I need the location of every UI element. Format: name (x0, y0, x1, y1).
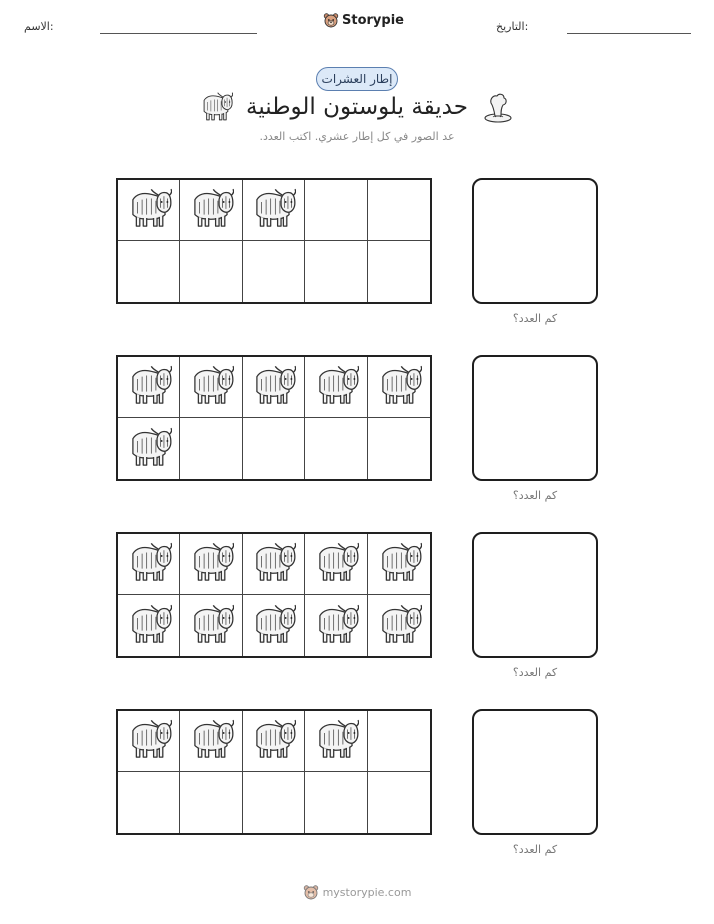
ten-frame-cell (305, 241, 367, 302)
yak-icon (313, 718, 359, 764)
ten-frame-cell (180, 357, 242, 418)
yak-icon (376, 541, 422, 587)
count-question: كم العدد؟ (512, 489, 558, 502)
yak-icon (126, 364, 172, 410)
bear-mascot-icon (323, 12, 339, 28)
ten-frame-cell (243, 772, 305, 833)
yak-icon (250, 718, 296, 764)
ten-frame-cell (243, 595, 305, 656)
bear-mascot-icon (303, 884, 319, 900)
ten-frame-cell (180, 241, 242, 302)
ten-frame-cell (368, 772, 430, 833)
yak-icon (126, 603, 172, 649)
answer-box[interactable] (472, 532, 598, 658)
yak-icon (250, 364, 296, 410)
ten-frame-badge: إطار العشرات (316, 67, 398, 91)
ten-frame-cell (368, 418, 430, 479)
yak-icon (126, 718, 172, 764)
instructions: عد الصور في كل إطار عشري. اكتب العدد. (259, 130, 455, 143)
answer-box[interactable] (472, 178, 598, 304)
count-question: كم العدد؟ (512, 666, 558, 679)
ten-frame-cell (305, 595, 367, 656)
ten-frame-cell (118, 241, 180, 302)
ten-frame-cell (368, 241, 430, 302)
yak-icon (250, 541, 296, 587)
ten-frame-cell (368, 711, 430, 772)
yak-icon (250, 187, 296, 233)
ten-frame-cell (180, 711, 242, 772)
ten-frame-cell (305, 357, 367, 418)
date-label: التاريخ: (496, 20, 529, 33)
ten-frame-cell (118, 180, 180, 241)
ten-frame-cell (243, 418, 305, 479)
answer-box[interactable] (472, 709, 598, 835)
ten-frame-cell (305, 418, 367, 479)
brand-logo (323, 12, 404, 28)
ten-frame-cell (180, 180, 242, 241)
ten-frame-cell (368, 534, 430, 595)
yak-icon (126, 426, 172, 472)
ten-frame-cell (305, 180, 367, 241)
name-line (100, 33, 257, 34)
yak-icon (188, 187, 234, 233)
answer-box[interactable] (472, 355, 598, 481)
yak-icon (250, 603, 296, 649)
ten-frame-cell (368, 357, 430, 418)
ten-frame-cell (180, 534, 242, 595)
ten-frame-cell (180, 418, 242, 479)
page-title: حديقة يلوستون الوطنية (246, 94, 468, 120)
yak-icon (313, 603, 359, 649)
ten-frame-cell (118, 357, 180, 418)
ten-frame (116, 709, 432, 835)
count-question: كم العدد؟ (512, 843, 558, 856)
yak-icon (313, 364, 359, 410)
ten-frame-cell (305, 534, 367, 595)
yak-icon (126, 187, 172, 233)
name-label: الاسم: (24, 20, 54, 33)
ten-frame-cell (118, 711, 180, 772)
ten-frame-cell (305, 711, 367, 772)
ten-frame-cell (243, 241, 305, 302)
ten-frame-cell (368, 595, 430, 656)
ten-frame (116, 178, 432, 304)
ten-frame-cell (243, 180, 305, 241)
yak-icon (188, 364, 234, 410)
yak-icon (188, 541, 234, 587)
ten-frame-cell (243, 711, 305, 772)
ten-frame (116, 532, 432, 658)
ten-frame (116, 355, 432, 481)
count-question: كم العدد؟ (512, 312, 558, 325)
brand-name: Storypie (342, 12, 404, 28)
date-line (567, 33, 691, 34)
yak-icon (126, 541, 172, 587)
ten-frame-cell (305, 772, 367, 833)
ten-frame-cell (243, 534, 305, 595)
geyser-icon (482, 92, 514, 124)
footer-url: mystorypie.com (322, 885, 412, 899)
yak-icon (376, 603, 422, 649)
footer (300, 884, 414, 900)
ten-frame-cell (118, 595, 180, 656)
ten-frame-cell (118, 534, 180, 595)
ten-frame-cell (118, 418, 180, 479)
yak-icon (188, 603, 234, 649)
ten-frame-cell (118, 772, 180, 833)
yak-icon (188, 718, 234, 764)
yak-icon (376, 364, 422, 410)
ten-frame-cell (180, 772, 242, 833)
ten-frame-cell (180, 595, 242, 656)
ten-frame-cell (243, 357, 305, 418)
ten-frame-cell (368, 180, 430, 241)
yak-icon (313, 541, 359, 587)
